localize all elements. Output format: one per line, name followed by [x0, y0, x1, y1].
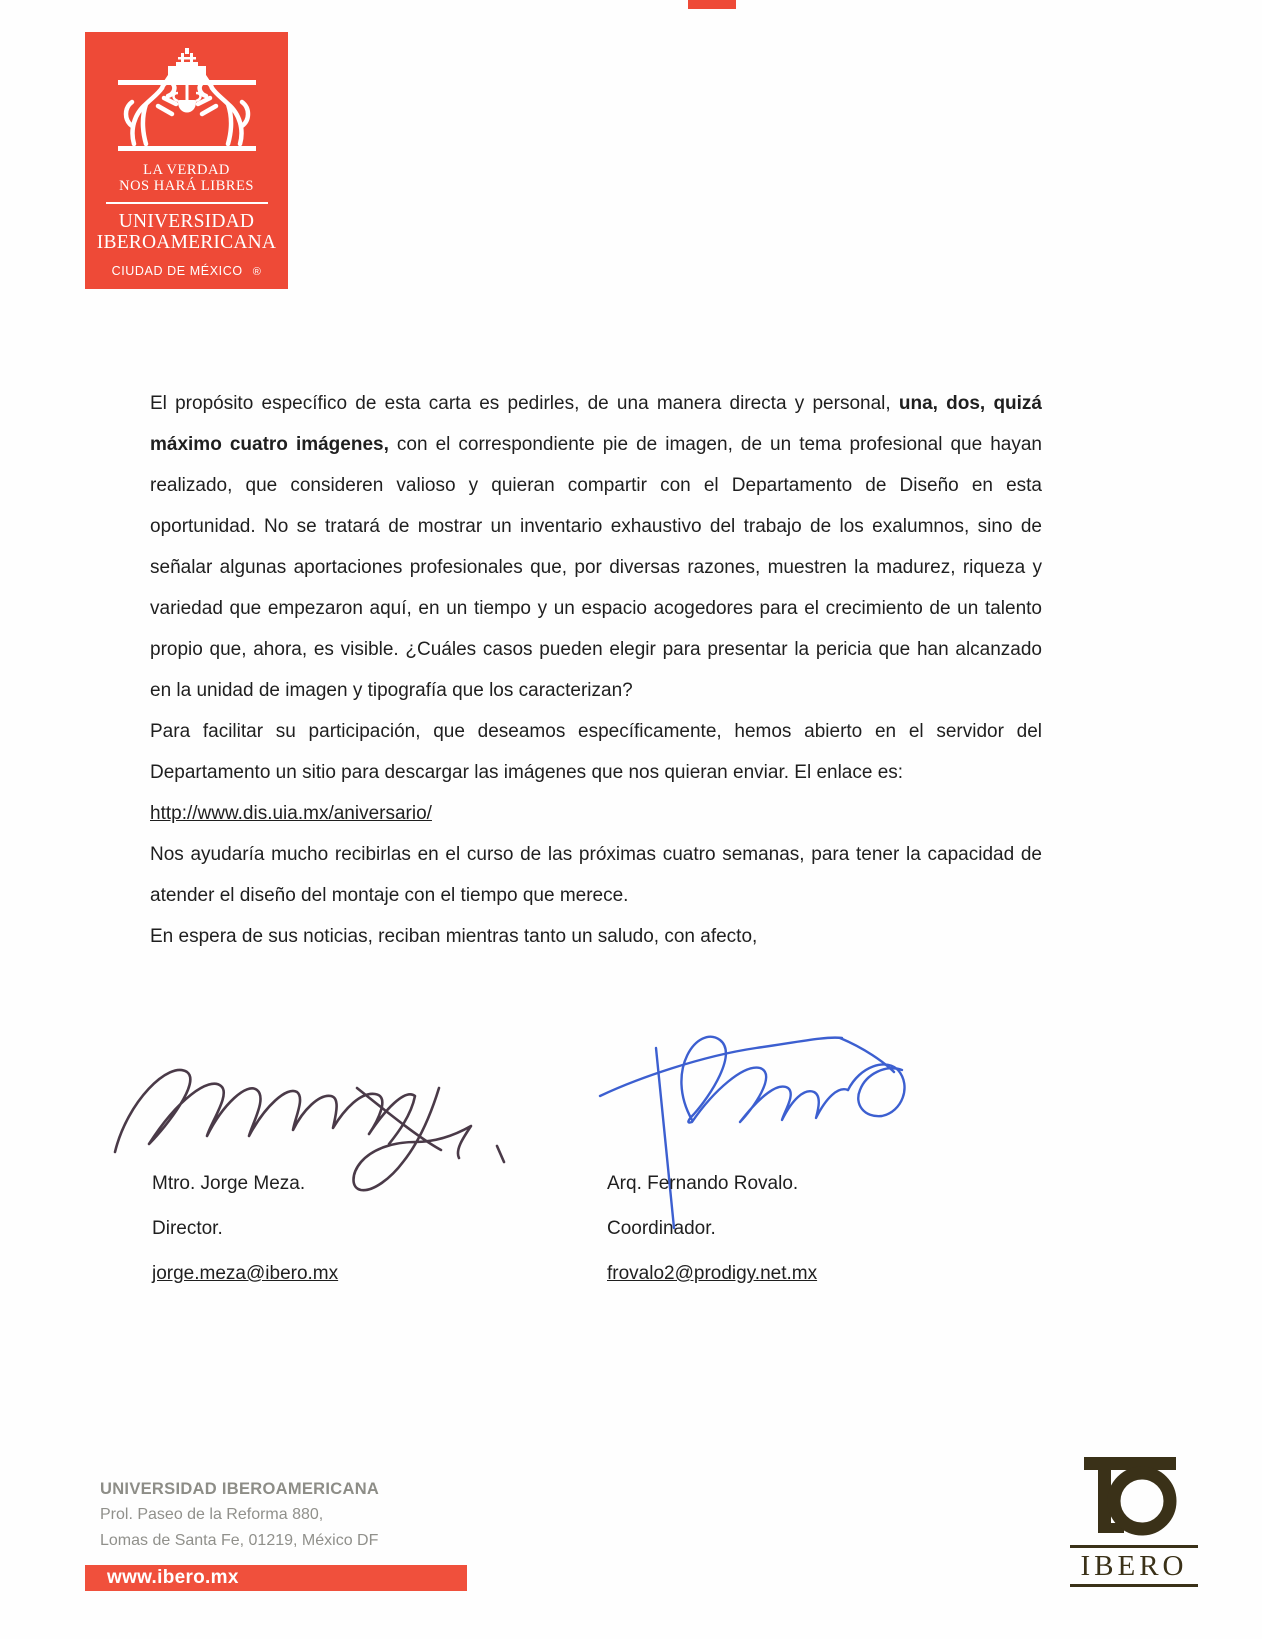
signatory-right-title: Coordinador.: [607, 1218, 716, 1239]
signatory-left-name: Mtro. Jorge Meza.: [152, 1173, 306, 1194]
letter-paragraph: El propósito específico de esta carta es pedirles, de una manera directa y personal, una, dos, quizá máximo cuatro imágenes, con el correspondiente pie de imagen, de un tema profesional que hayan realizado, que consideren valioso y quieran compartir con el Departamento de Diseño en esta oportunidad. No se tratará de mostrar un inventario exhaustivo del trabajo de los exalumnos, sino de señalar algunas aportaciones profesionales que, por diversas razones, muestren la madurez, riqueza y variedad que empezaron aquí, en un tiempo y un espacio acogedores para el crecimiento de un talento propio que, ahora, es visible. ¿Cuáles casos pueden elegir para presentar la pericia que han alcanzado en la unidad de imagen y tipografía que los caracterizan?: [150, 393, 1042, 701]
signatory-right-email[interactable]: frovalo2@prodigy.net.mx: [607, 1263, 818, 1284]
ibero-rule-bottom: [1070, 1584, 1198, 1587]
signatory-left-title: Director.: [152, 1218, 223, 1239]
scan-artifact-red: [688, 0, 736, 9]
signatory-right: [607, 1163, 817, 1298]
loyola-crest-icon: [112, 48, 262, 153]
letter-body: [150, 383, 1042, 957]
signatory-left: [152, 1163, 338, 1298]
registered-mark: ®: [252, 266, 262, 278]
letter-link-line[interactable]: http://www.dis.uia.mx/aniversario/: [150, 803, 432, 824]
logo-divider: [106, 202, 268, 204]
footer-address-line1: Prol. Paseo de la Reforma 880,: [100, 1506, 324, 1523]
logo-city: CIUDAD DE MÉXICO: [111, 264, 243, 278]
website-bar: [85, 1565, 467, 1591]
logo-motto-line1: LA VERDAD: [143, 162, 230, 178]
signatory-right-name: Arq. Fernando Rovalo.: [607, 1173, 799, 1194]
footer-address-block: [100, 1476, 379, 1554]
logo-university-line1: UNIVERSIDAD: [118, 211, 255, 232]
ibero-70-mark-icon: [1078, 1445, 1190, 1541]
logo-motto-line2: NOS HARÁ LIBRES: [119, 178, 254, 194]
ibero-logo-text: IBERO: [1080, 1550, 1188, 1582]
letter-paragraph: En espera de sus noticias, reciban mientras tanto un saludo, con afecto,: [150, 926, 758, 947]
letter-paragraph: Para facilitar su participación, que deseamos específicamente, hemos abierto en el servidor del Departamento un sitio para descargar las imágenes que nos quieran enviar. El enlace es:: [150, 721, 1042, 783]
footer-org-name: UNIVERSIDAD IBEROAMERICANA: [100, 1480, 380, 1498]
ibero-rule-top: [1070, 1545, 1198, 1548]
logo-university-line2: IBEROAMERICANA: [96, 232, 277, 253]
ibero-70-logo: [1068, 1445, 1200, 1587]
letter-paragraph: Nos ayudaría mucho recibirlas en el curso de las próximas cuatro semanas, para tener la capacidad de atender el diseño del montaje con el tiempo que merece.: [150, 844, 1042, 906]
footer-address-line2: Lomas de Santa Fe, 01219, México DF: [100, 1532, 379, 1549]
university-logo-block: [85, 32, 288, 289]
signatory-left-email[interactable]: jorge.meza@ibero.mx: [152, 1263, 339, 1284]
website-url[interactable]: www.ibero.mx: [107, 1567, 239, 1588]
